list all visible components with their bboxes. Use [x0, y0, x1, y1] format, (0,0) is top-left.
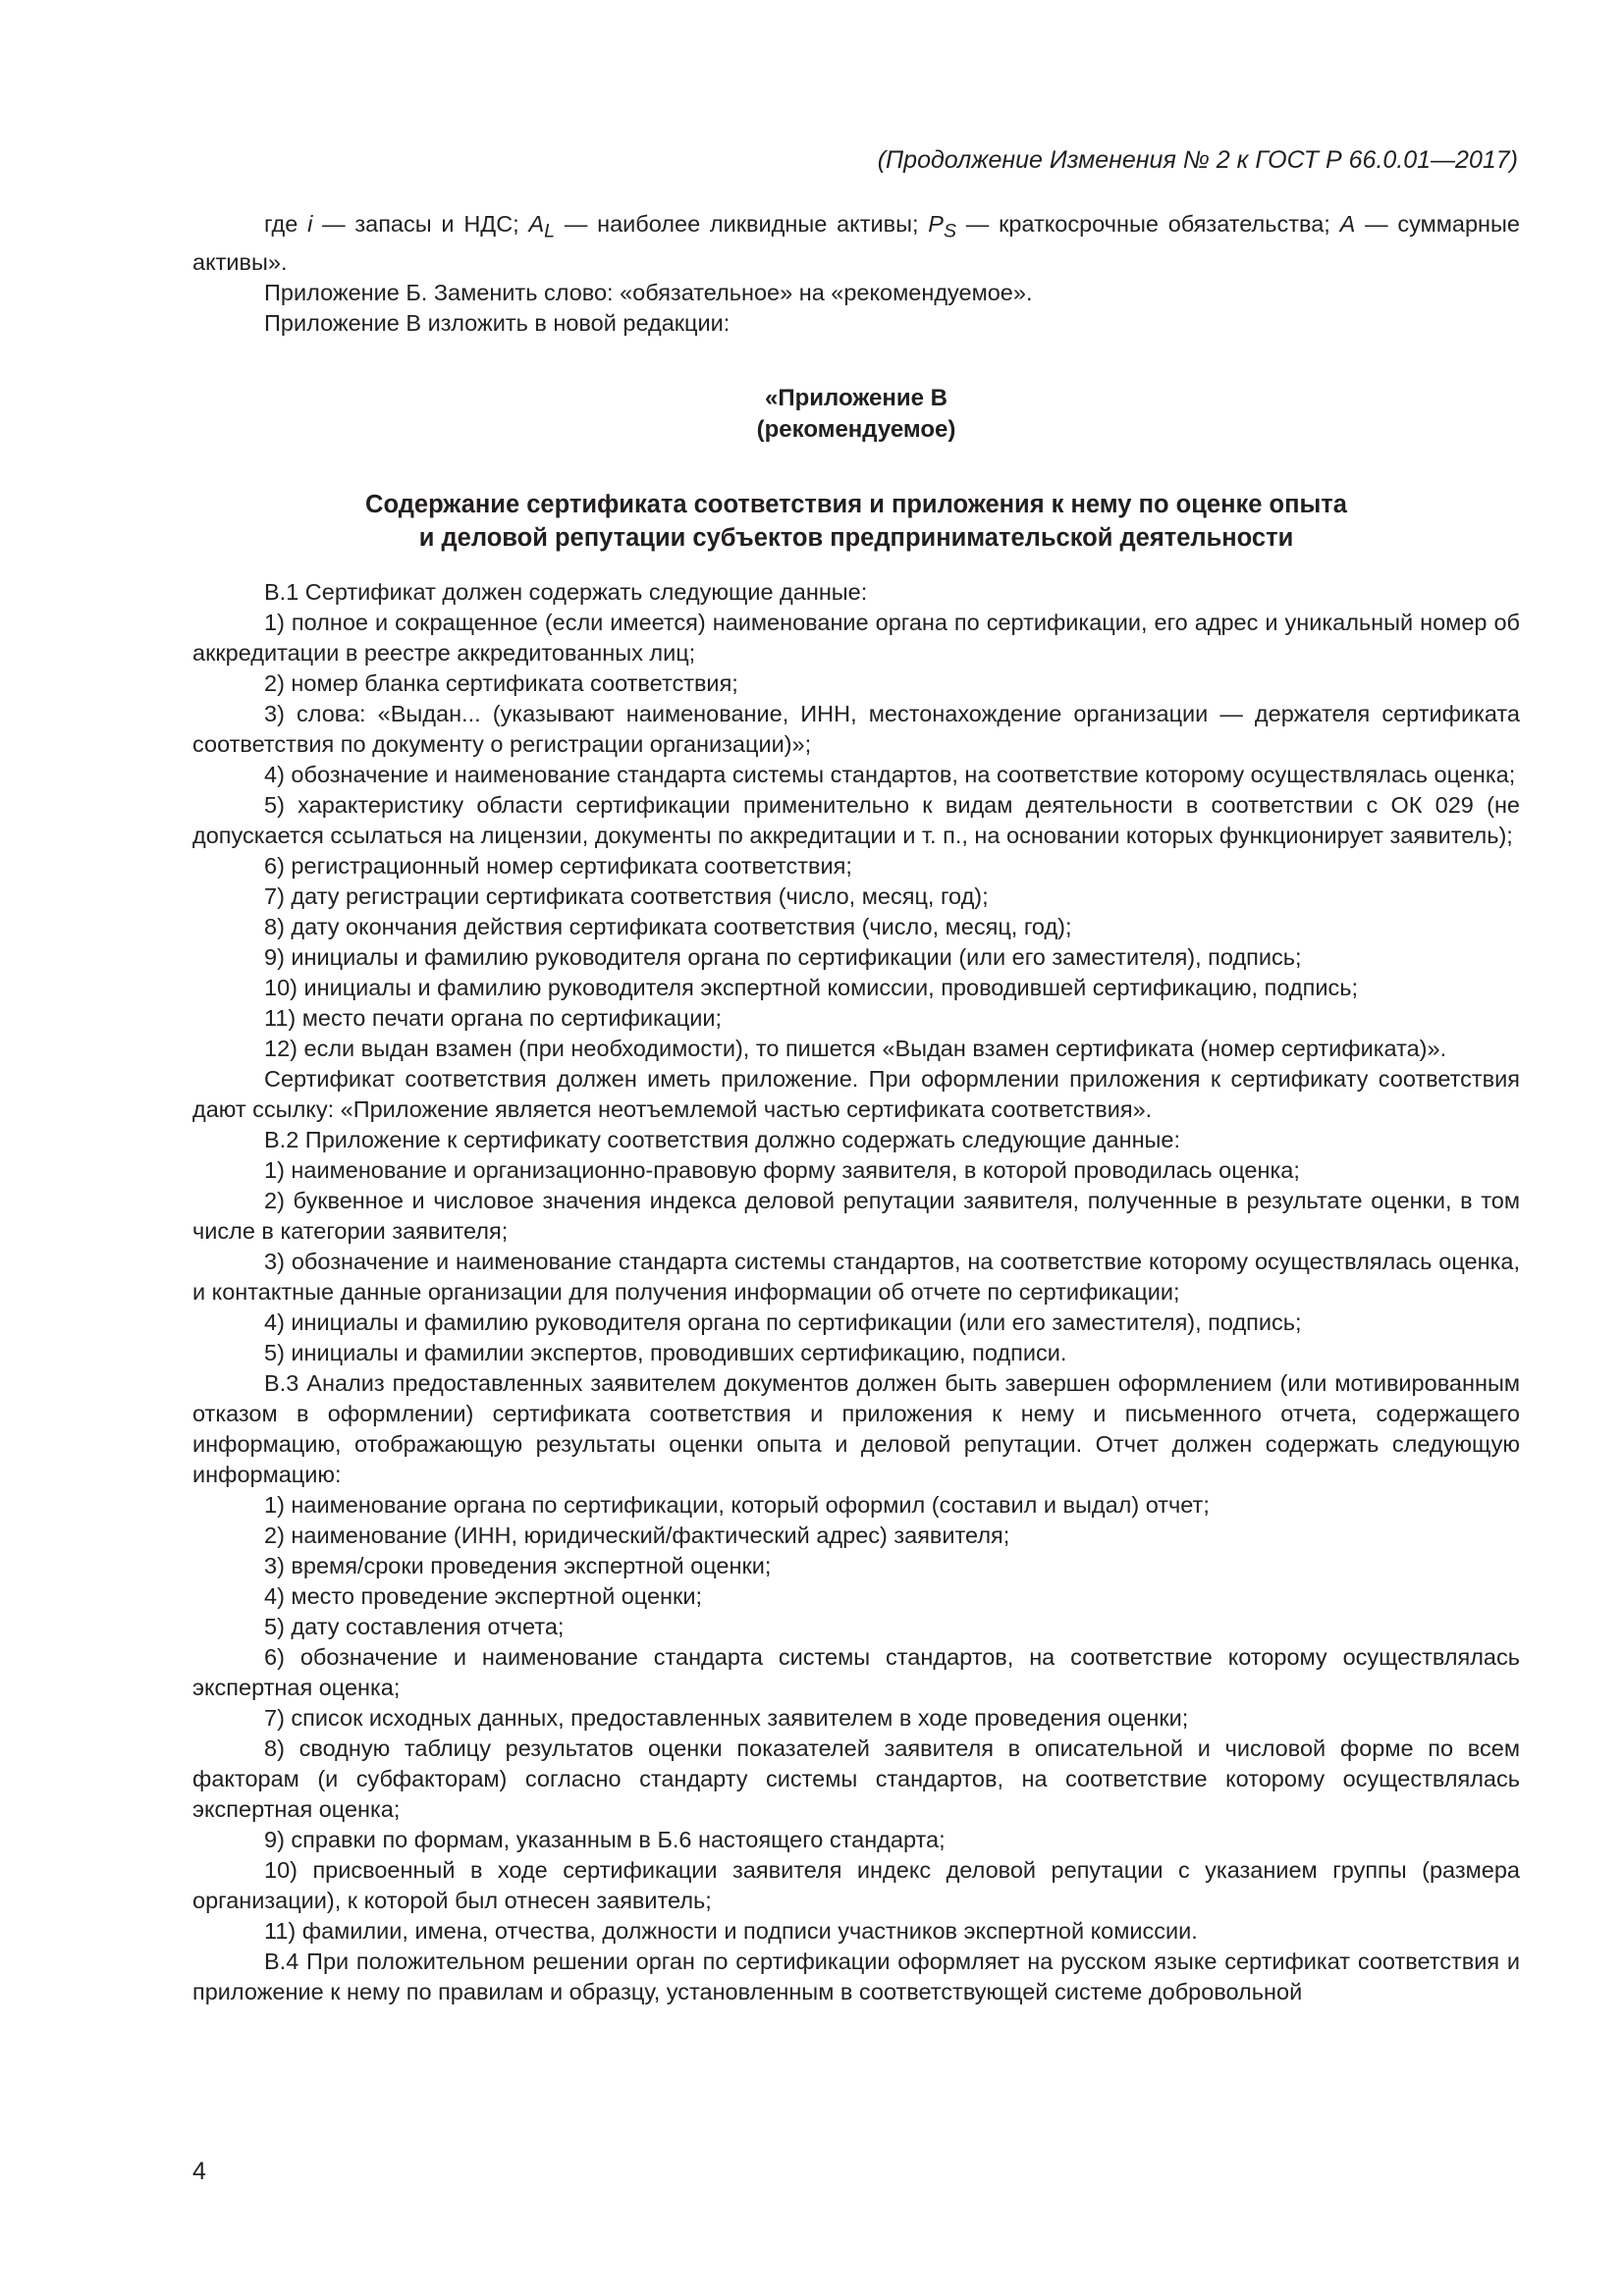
body-paragraph: 2) буквенное и числовое значения индекса деловой репутации заявителя, полученные в результате оценки, в том числе в категории заявителя; [192, 1188, 1520, 1244]
variable-a: A [1339, 211, 1356, 237]
body-paragraph: 4) инициалы и фамилию руководителя органа по сертификации (или его заместителя), подпись; [264, 1309, 1302, 1335]
body-paragraph: 2) наименование (ИНН, юридический/фактический адрес) заявителя; [264, 1522, 1010, 1548]
body-paragraph: Сертификат соответствия должен иметь приложение. При оформлении приложения к сертификату соответствия дают ссылку: «Приложение является неотъемлемой частью сертификата соответствия». [192, 1066, 1520, 1122]
appendix-title: «Приложение В [765, 385, 947, 411]
body-paragraph: 10) инициалы и фамилию руководителя экспертной комиссии, проводившей сертификацию, подпись; [264, 975, 1358, 1000]
body-paragraph: 4) обозначение и наименование стандарта системы стандартов, на соответствие которому осуществлялась оценка; [264, 762, 1516, 787]
body-paragraph: 7) дату регистрации сертификата соответствия (число, месяц, год); [264, 883, 989, 909]
appendix-status: (рекомендуемое) [756, 416, 956, 443]
page-number: 4 [192, 2158, 206, 2185]
body-paragraph: 5) дату составления отчета; [264, 1614, 565, 1639]
body-paragraph: 2) номер бланка сертификата соответствия; [264, 670, 738, 696]
continuation-header: (Продолжение Изменения № 2 к ГОСТ Р 66.0.01—2017) [877, 146, 1518, 174]
variable-i: i [307, 211, 313, 237]
body-paragraph: В.4 При положительном решении орган по сертификации оформляет на русском языке сертификат соответствия и приложение к нему по правилам и образцу, установленным в соответствующей системе добровольной [192, 1949, 1520, 2004]
body-paragraph: 8) дату окончания действия сертификата соответствия (число, месяц, год); [264, 914, 1072, 939]
body-text [192, 577, 1520, 2007]
variable-p-s: $P_S$ [928, 211, 957, 242]
body-paragraph: 1) наименование и организационно-правовую форму заявителя, в которой проводилась оценка; [264, 1157, 1300, 1183]
body-paragraph: 9) инициалы и фамилию руководителя органа по сертификации (или его заместителя), подпись; [264, 944, 1302, 970]
body-paragraph: 7) список исходных данных, предоставленных заявителем в ходе проведения оценки; [264, 1705, 1189, 1731]
body-paragraph: 5) инициалы и фамилии экспертов, проводивших сертификацию, подписи. [264, 1340, 1067, 1365]
formula-explanation: где i — запасы и НДС; $A_L$ — наиболее ликвидные активы; $P_S$ — краткосрочные обязательства; A — суммарные активы». [192, 211, 1520, 275]
body-paragraph: 4) место проведение экспертной оценки; [264, 1583, 702, 1609]
body-paragraph: 1) наименование органа по сертификации, который оформил (составил и выдал) отчет; [264, 1492, 1210, 1518]
body-paragraph: 12) если выдан взамен (при необходимости), то пишется «Выдан взамен сертификата (номер сертификата)». [264, 1036, 1447, 1061]
body-paragraph: 8) сводную таблицу результатов оценки показателей заявителя в описательной и числовой форме по всем факторам (и субфакторам) согласно стандарту системы стандартов, на соответствие которому осуществлялась экспертная оценка; [192, 1735, 1520, 1822]
appendix-v-change: Приложение В изложить в новой редакции: [264, 309, 731, 336]
appendix-titles [192, 383, 1520, 555]
intro-block [192, 209, 1520, 339]
body-paragraph: 11) место печати органа по сертификации; [264, 1005, 723, 1031]
body-paragraph: 10) присвоенный в ходе сертификации заявителя индекс деловой репутации с указанием группы (размера организации), к которой был отнесен заявитель; [192, 1857, 1520, 1913]
body-paragraph: 3) обозначение и наименование стандарта системы стандартов, на соответствие которому осуществлялась оценка, и контактные данные организации для получения информации об отчете по сертификации; [192, 1249, 1520, 1305]
body-paragraph: В.1 Сертификат должен содержать следующие данные: [264, 579, 868, 605]
section-heading: Содержание сертификата соответствия и приложения к нему по оценке опыта и деловой репутации субъектов предпринимательской деятельности [365, 491, 1347, 552]
body-paragraph: В.3 Анализ предоставленных заявителем документов должен быть завершен оформлением (или мотивированным отказом в оформлении) сертификата соответствия и приложения к нему и письменного отчета, содержащего информацию, отображающую результаты оценки опыта и деловой репутации. Отчет должен содержать следующую информацию: [192, 1370, 1520, 1487]
body-paragraph: 1) полное и сокращенное (если имеется) наименование органа по сертификации, его адрес и уникальный номер об аккредитации в реестре аккредитованных лиц; [192, 610, 1520, 666]
variable-a-l: $A_L$ [528, 211, 556, 242]
body-paragraph: 9) справки по формам, указанным в Б.6 настоящего стандарта; [264, 1827, 946, 1852]
body-paragraph: 11) фамилии, имена, отчества, должности и подписи участников экспертной комиссии. [264, 1918, 1198, 1944]
body-paragraph: 3) слова: «Выдан... (указывают наименование, ИНН, местонахождение организации — держателя сертификата соответствия по документу о регистрации организации)»; [192, 701, 1520, 757]
body-paragraph: 6) обозначение и наименование стандарта системы стандартов, на соответствие которому осуществлялась экспертная оценка; [192, 1644, 1520, 1700]
body-paragraph: 6) регистрационный номер сертификата соответствия; [264, 853, 852, 879]
body-paragraph: 3) время/сроки проведения экспертной оценки; [264, 1553, 772, 1578]
body-paragraph: 5) характеристику области сертификации применительно к видам деятельности в соответствии с ОК 029 (не допускается ссылаться на лицензии, документы по аккредитации и т. п., на основании которых функционирует заявитель); [192, 792, 1520, 848]
body-paragraph: В.2 Приложение к сертификату соответствия должно содержать следующие данные: [264, 1127, 1181, 1152]
appendix-b-change: Приложение Б. Заменить слово: «обязательное» на «рекомендуемое». [264, 279, 1033, 305]
